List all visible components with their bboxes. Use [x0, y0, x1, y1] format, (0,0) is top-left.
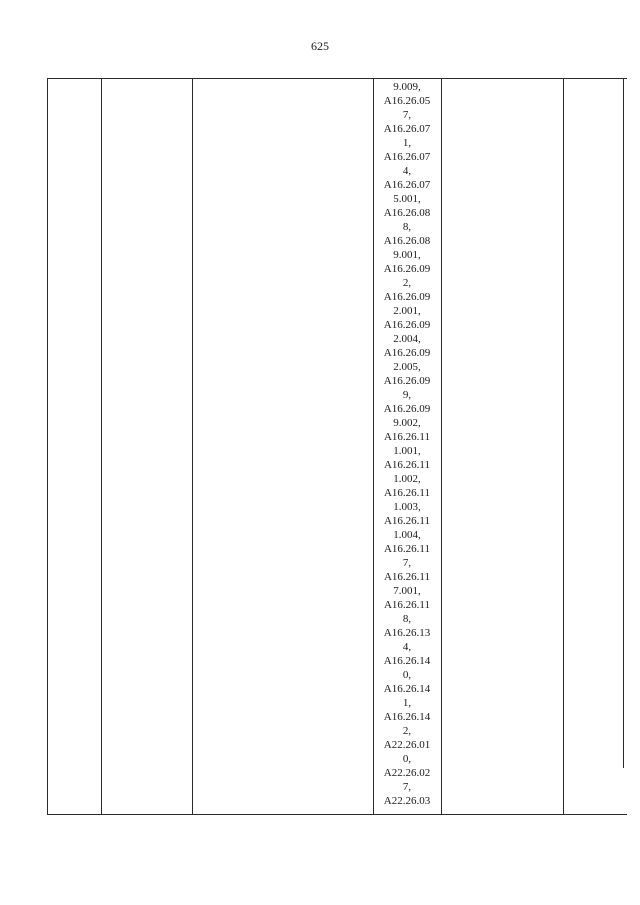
code-line: A16.26.07: [383, 151, 431, 163]
code-line: A16.26.14: [383, 711, 431, 723]
code-line: 4,: [402, 641, 412, 653]
table-cell-col-5: [442, 78, 563, 815]
column-divider-6: [623, 78, 624, 768]
code-line: A16.26.13: [383, 627, 431, 639]
table-cell-col-3: [193, 78, 373, 815]
code-line: 8,: [402, 613, 412, 625]
code-line: 2,: [402, 277, 412, 289]
code-line: 9.002,: [393, 417, 421, 429]
code-line: 7.001,: [393, 585, 421, 597]
table-cell-col-1: [48, 78, 101, 815]
code-line: A22.26.03: [383, 795, 431, 807]
code-line: A16.26.14: [383, 683, 431, 695]
code-line: 4,: [402, 165, 412, 177]
code-line: 2,: [402, 725, 412, 737]
code-line: A16.26.11: [383, 543, 431, 555]
code-line: A16.26.09: [383, 319, 431, 331]
code-line: A16.26.11: [383, 599, 431, 611]
code-line: 1,: [402, 697, 412, 709]
code-line: 2.004,: [393, 333, 421, 345]
code-line: A16.26.08: [383, 235, 431, 247]
code-line: 7,: [402, 781, 412, 793]
code-line: 7,: [402, 109, 412, 121]
code-line: 2.005,: [393, 361, 421, 373]
code-line: A16.26.11: [383, 515, 431, 527]
code-line: A16.26.11: [383, 487, 431, 499]
code-line: 7,: [402, 557, 412, 569]
code-line: A16.26.07: [383, 179, 431, 191]
code-line: 1.003,: [393, 501, 421, 513]
code-line: A16.26.09: [383, 347, 431, 359]
code-line: A16.26.07: [383, 123, 431, 135]
code-line: 8,: [402, 221, 412, 233]
code-line: A16.26.09: [383, 375, 431, 387]
code-line: A16.26.11: [383, 571, 431, 583]
data-table: [47, 78, 640, 815]
code-line: 9.009,: [393, 81, 421, 93]
code-line: 1.001,: [393, 445, 421, 457]
page-number: 625: [311, 39, 329, 53]
table-cell-service-codes: [373, 80, 441, 808]
code-line: A16.26.14: [383, 655, 431, 667]
code-line: 1.004,: [393, 529, 421, 541]
table-cell-col-2: [102, 78, 192, 815]
code-line: A16.26.11: [383, 459, 431, 471]
code-line: A16.26.08: [383, 207, 431, 219]
code-line: 9.001,: [393, 249, 421, 261]
code-line: 2.001,: [393, 305, 421, 317]
code-line: A22.26.01: [383, 739, 431, 751]
code-line: 9,: [402, 389, 412, 401]
code-line: 1.002,: [393, 473, 421, 485]
code-line: A16.26.09: [383, 263, 431, 275]
code-line: 5.001,: [393, 193, 421, 205]
code-line: A22.26.02: [383, 767, 431, 779]
code-line: 0,: [402, 669, 412, 681]
code-line: A16.26.09: [383, 291, 431, 303]
table-cell-col-6: [564, 78, 623, 815]
code-line: A16.26.05: [383, 95, 431, 107]
code-line: 1,: [402, 137, 412, 149]
code-line: 0,: [402, 753, 412, 765]
code-line: A16.26.09: [383, 403, 431, 415]
code-line: A16.26.11: [383, 431, 431, 443]
